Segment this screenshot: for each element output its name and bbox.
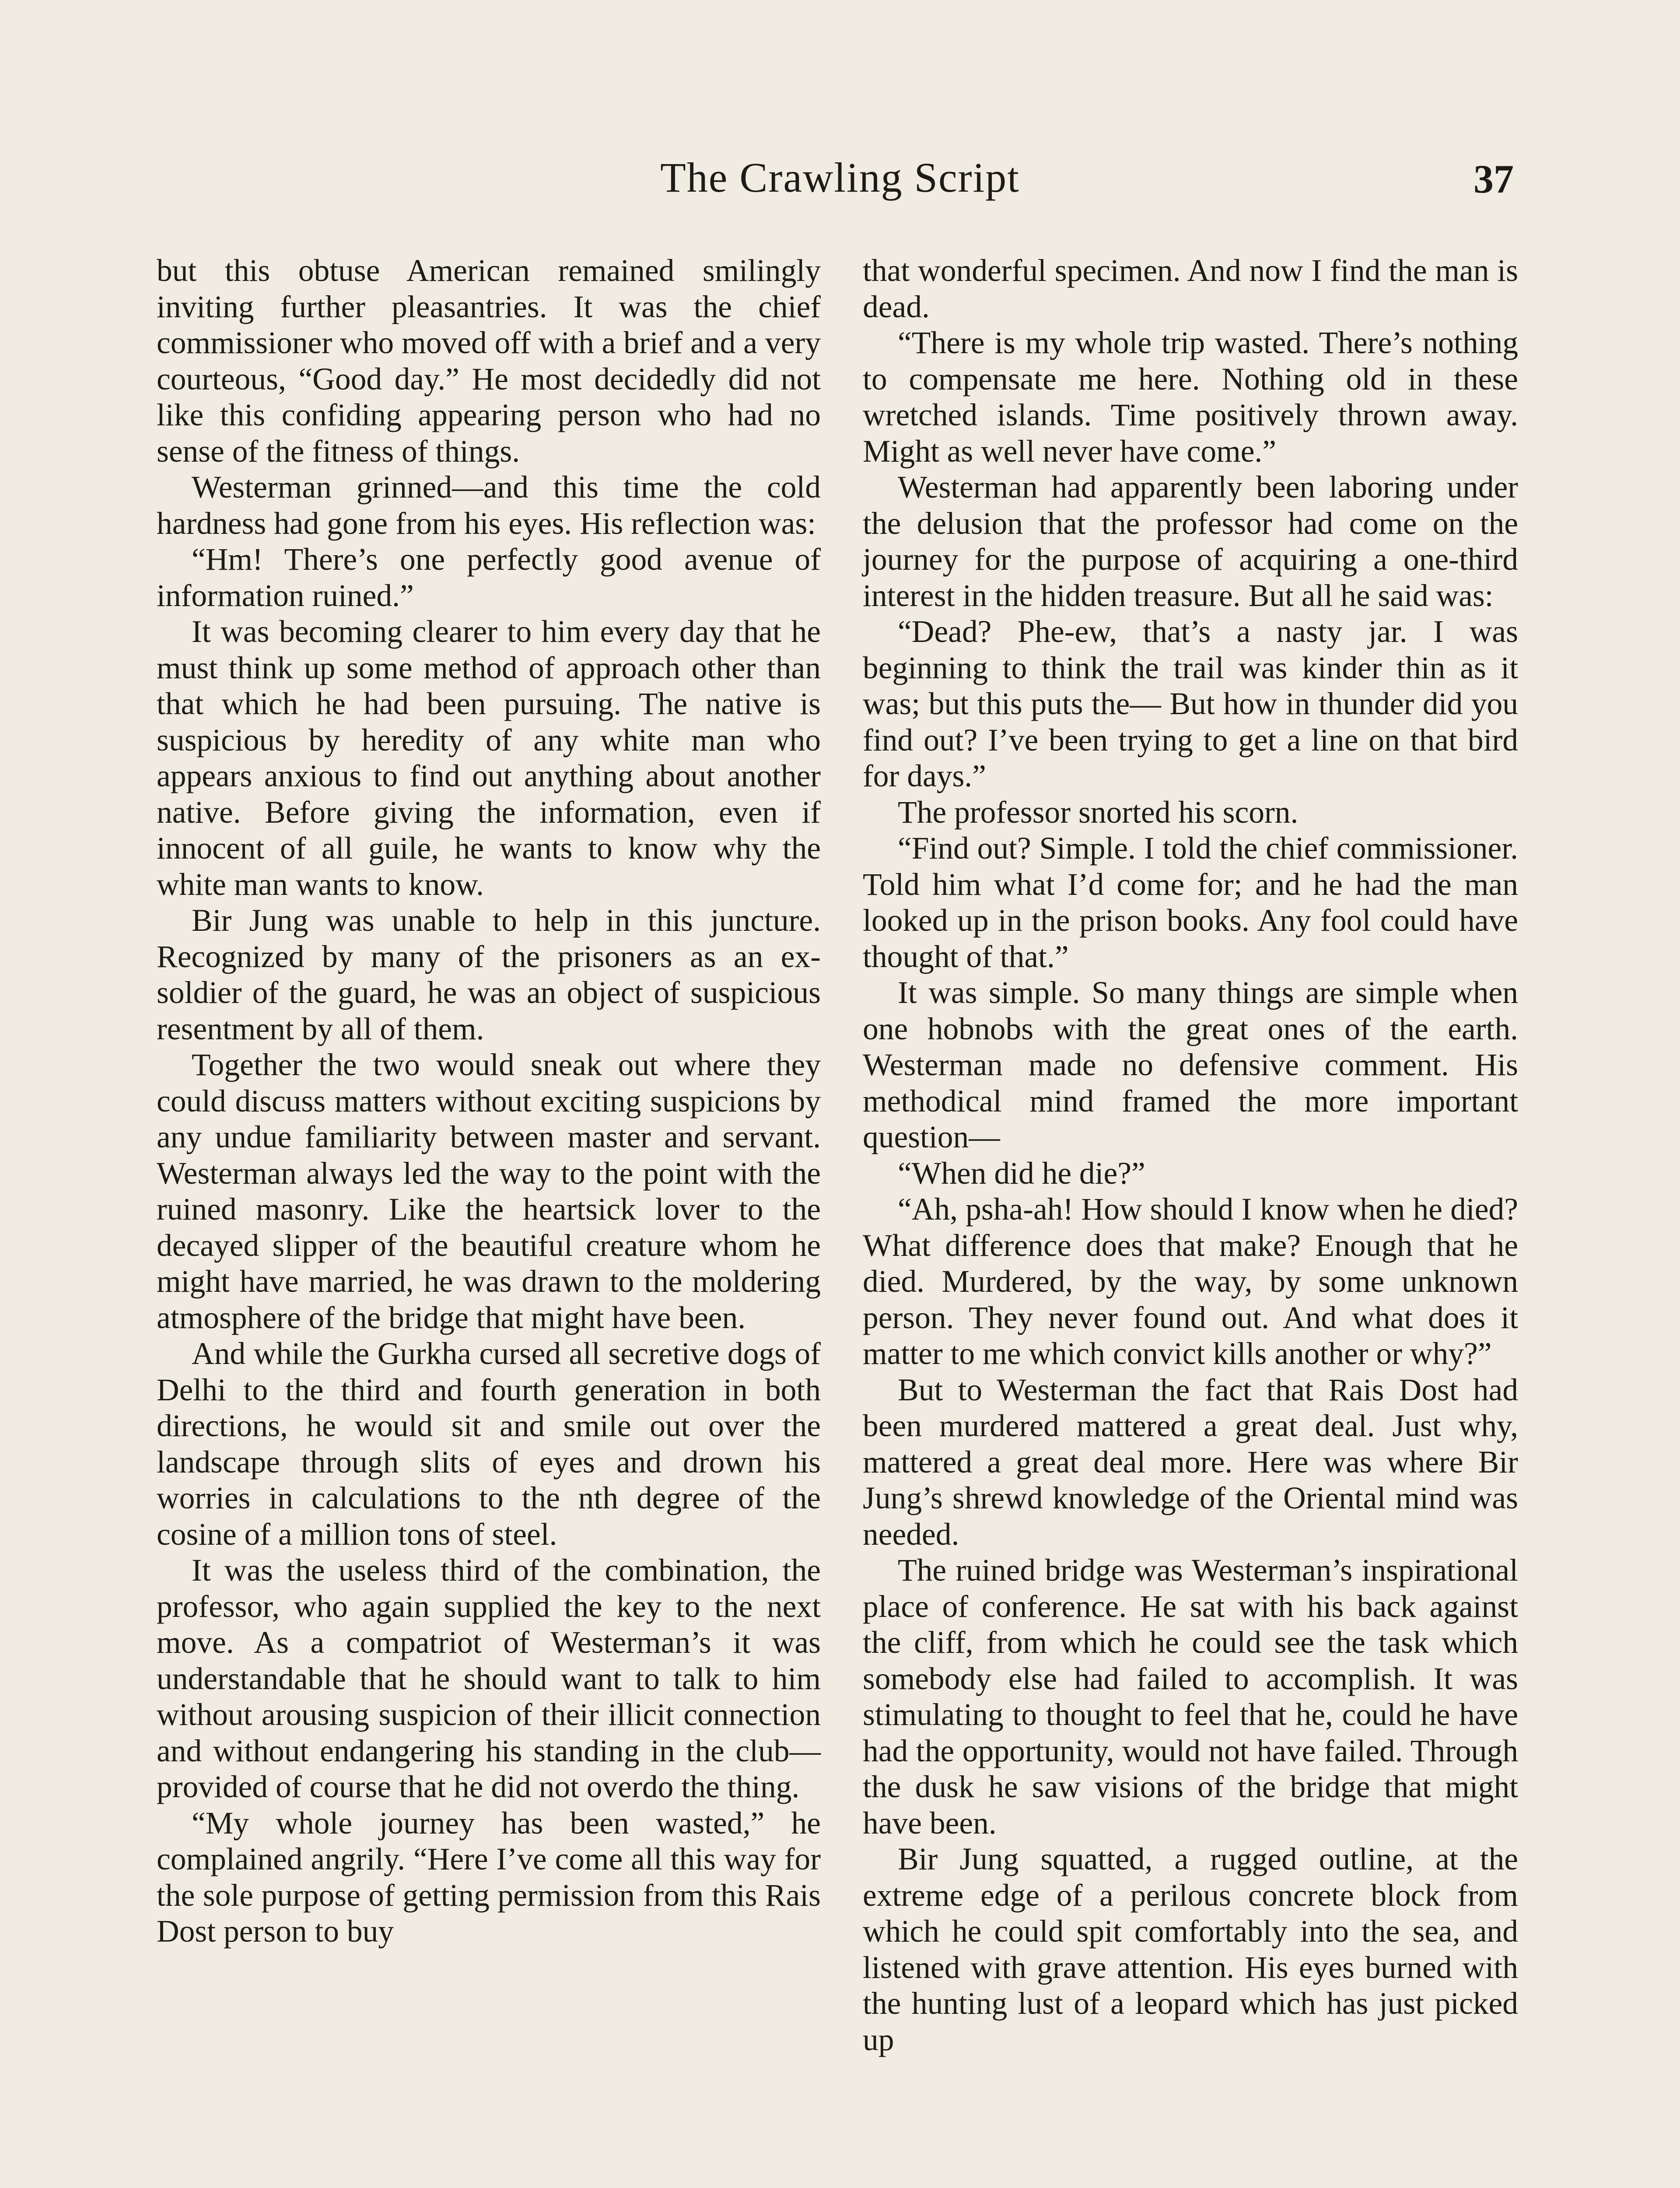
right-column	[863, 253, 1518, 2058]
paragraph: The professor snorted his scorn.	[898, 795, 1298, 830]
paragraph: “My whole journey has been wasted,” he complained angrily. “Here I’ve come all this way for the sole purpose of getting permission from this Rais Dost person to buy	[157, 1806, 821, 1949]
paragraph: “Find out? Simple. I told the chief commissioner. Told him what I’d come for; and he had the man looked up in the prison books. Any fool could have thought of that.”	[863, 831, 1518, 974]
paragraph: It was the useless third of the combination, the professor, who again supplied the key to the next move. As a compatriot of Westerman’s it was understandable that he should want to talk to him without arousing suspicion of their illicit connection and without endangering his standing in the club—provided of course that he did not overdo the thing.	[157, 1553, 821, 1804]
paragraph: “There is my whole trip wasted. There’s nothing to compensate me here. Nothing old in these wretched islands. Time positively thrown away. Might as well never have come.”	[863, 326, 1518, 469]
paragraph: but this obtuse American remained smilingly inviting further pleasantries. It was the chief commissioner who moved off with a brief and a very courteous, “Good day.” He most decidedly did not like this confiding appearing person who had no sense of the fitness of things.	[157, 253, 821, 469]
page-number: 37	[1474, 157, 1514, 201]
paragraph: It was simple. So many things are simple when one hobnobs with the great ones of the earth. Westerman made no defensive comment. His methodical mind framed the more important question—	[863, 975, 1518, 1154]
paragraph: Bir Jung squatted, a rugged outline, at the extreme edge of a perilous concrete block from which he could spit comfortably into the sea, and listened with grave attention. His eyes burned with the hunting lust of a leopard which has just picked up	[863, 1842, 1518, 2057]
paragraph: that wonderful specimen. And now I find the man is dead.	[863, 253, 1518, 324]
paragraph: Together the two would sneak out where they could discuss matters without exciting suspicions by any undue familiarity between master and servant. Westerman always led the way to the point with the ruined masonry. Like the heartsick lover to the decayed slipper of the beautiful creature whom he might have married, he was drawn to the moldering atmosphere of the bridge that might have been.	[157, 1048, 821, 1335]
running-title: The Crawling Script	[660, 154, 1020, 201]
paragraph: It was becoming clearer to him every day that he must think up some method of approach other than that which he had been pursuing. The native is suspicious by heredity of any white man who appears anxious to find out anything about another native. Before giving the information, even if innocent of all guile, he wants to know why the white man wants to know.	[157, 614, 821, 902]
paragraph: But to Westerman the fact that Rais Dost had been murdered mattered a great deal. Just why, mattered a great deal more. Here was where Bir Jung’s shrewd knowledge of the Oriental mind was needed.	[863, 1372, 1518, 1552]
left-column	[157, 253, 821, 1950]
paragraph: And while the Gurkha cursed all secretive dogs of Delhi to the third and fourth generation in both directions, he would sit and smile out over the landscape through slits of eyes and drown his worries in calculations to the nth degree of the cosine of a million tons of steel.	[157, 1336, 821, 1552]
paragraph: The ruined bridge was Westerman’s inspirational place of conference. He sat with his back against the cliff, from which he could see the task which somebody else had failed to accomplish. It was stimulating to thought to feel that he, could he have had the opportunity, would not have failed. Through the dusk he saw visions of the bridge that might have been.	[863, 1553, 1518, 1841]
paragraph: “Hm! There’s one perfectly good avenue of information ruined.”	[157, 542, 821, 613]
paragraph: Bir Jung was unable to help in this juncture. Recognized by many of the prisoners as an ex-soldier of the guard, he was an object of suspicious resentment by all of them.	[157, 903, 821, 1046]
paragraph: “Ah, psha-ah! How should I know when he died? What difference does that make? Enough that he died. Murdered, by the way, by some unknown person. They never found out. And what does it matter to me which convict kills another or why?”	[863, 1192, 1518, 1371]
paragraph: Westerman had apparently been laboring under the delusion that the professor had come on the journey for the purpose of acquiring a one-third interest in the hidden treasure. But all he said was:	[863, 470, 1518, 613]
paragraph: Westerman grinned—and this time the cold hardness had gone from his eyes. His reflection was:	[157, 470, 821, 541]
paragraph: “When did he die?”	[898, 1156, 1145, 1191]
page-header	[0, 153, 1680, 214]
paragraph: “Dead? Phe-ew, that’s a nasty jar. I was beginning to think the trail was kinder thin as it was; but this puts the— But how in thunder did you find out? I’ve been trying to get a line on that bird for days.”	[863, 614, 1518, 793]
